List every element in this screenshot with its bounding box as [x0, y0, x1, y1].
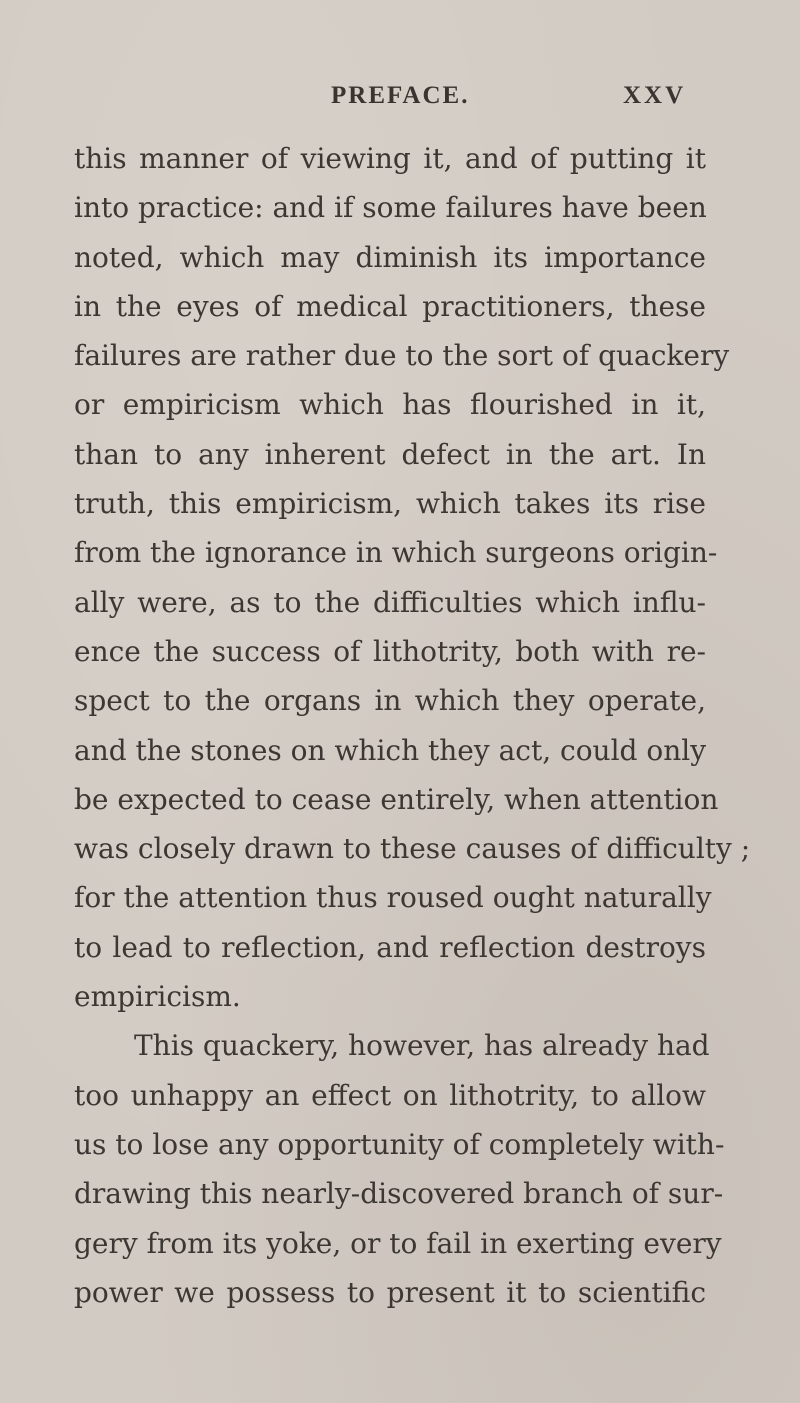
text-line: power we possess to present it to scientific: [74, 1275, 706, 1309]
paragraph-end-line: empiricism.: [74, 980, 241, 1014]
text-line: this manner of viewing it, and of putting it: [74, 142, 706, 175]
header-title: PREFACE.: [331, 82, 470, 109]
text-line: from the ignorance in which surgeons origin-: [74, 536, 718, 570]
text-line: and the stones on which they act, could only: [74, 733, 707, 767]
text-line: ence the success of lithotrity, both with re-: [74, 634, 706, 668]
text-line: spect to the organs in which they operate,: [74, 684, 706, 718]
text-line: drawing this nearly-discovered branch of sur-: [74, 1177, 724, 1211]
text-line: too unhappy an effect on lithotrity, to allow: [74, 1078, 706, 1112]
text-line: ally were, as to the difficulties which influ-: [74, 585, 706, 619]
text-line: gery from its yoke, or to fail in exerting every: [74, 1226, 722, 1260]
text-line: truth, this empiricism, which takes its rise: [74, 487, 706, 521]
running-header: [0, 82, 800, 122]
text-line: failures are rather due to the sort of quackery: [74, 339, 730, 373]
text-line: into practice: and if some failures have been: [74, 191, 707, 225]
paragraph-start-line: This quackery, however, has already had: [134, 1029, 710, 1063]
text-line: than to any inherent defect in the art. In: [74, 437, 706, 471]
text-line: for the attention thus roused ought naturally: [74, 881, 712, 915]
text-line: in the eyes of medical practitioners, these: [74, 289, 706, 323]
page-number: XXV: [623, 82, 687, 109]
text-line: to lead to reflection, and reflection destroys: [74, 930, 706, 964]
text-line: noted, which may diminish its importance: [74, 240, 706, 274]
text-line: be expected to cease entirely, when attention: [74, 782, 719, 816]
text-line: us to lose any opportunity of completely with-: [74, 1127, 725, 1161]
text-line: or empiricism which has flourished in it,: [74, 388, 706, 422]
text-line: was closely drawn to these causes of difficulty ;: [74, 832, 751, 866]
body-text: [74, 134, 751, 1317]
